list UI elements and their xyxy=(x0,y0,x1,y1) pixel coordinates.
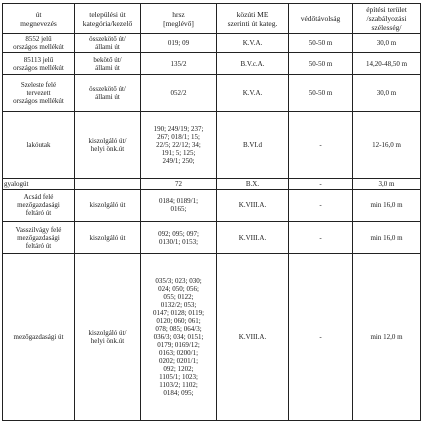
table-row xyxy=(3,222,421,254)
road-name: lakóutak xyxy=(3,111,75,178)
table-row xyxy=(3,178,421,189)
road-name: Vasszilvágy felé mezőgazdasági feltáró út xyxy=(3,222,75,254)
table-row xyxy=(3,53,421,75)
road-protection: - xyxy=(289,222,353,254)
road-me-category: K.V.A. xyxy=(217,34,289,53)
road-width: min 12,0 m xyxy=(353,254,421,421)
road-name: 8552 jelű országos mellékút xyxy=(3,34,75,53)
road-category: kiszolgáló út/ helyi önk.út xyxy=(75,111,141,178)
road-hrsz: 0184; 0189/1; 0165; xyxy=(141,189,217,221)
road-name: 85113 jelű országos mellékút xyxy=(3,53,75,75)
road-protection: - xyxy=(289,189,353,221)
road-category: bekötő út/ állami út xyxy=(75,53,141,75)
road-hrsz: 190; 249/19; 237; 267; 018/1; 15; 22/5; 22/12; 34; 191; 5; 125; 249/1; 250; xyxy=(141,111,217,178)
table-row xyxy=(3,34,421,53)
header-protection-distance: védőtávolság xyxy=(289,4,353,34)
road-name: Szeleste felé tervezett országos mellékút xyxy=(3,75,75,112)
header-road-name: út megnevezés xyxy=(3,4,75,34)
road-me-category: B.VI.d xyxy=(217,111,289,178)
road-hrsz: 035/3; 023; 030; 024; 050; 056; 055; 0122; 0132/2; 053; 0147; 0128; 0119; 0120; 060; 061; 078; 085; 064/3; 036/3; 034; 0151; 0179; 0169/12; 0163; 0200/1; 0202; 0201/1; 092; 1202; 1105/1; 1023; 1103/2; 1102; 0184; 095; xyxy=(141,254,217,421)
road-width: 14,20-48,50 m xyxy=(353,53,421,75)
header-category: települési út kategória/kezelő xyxy=(75,4,141,34)
road-hrsz: 135/2 xyxy=(141,53,217,75)
road-hrsz: 052/2 xyxy=(141,75,217,112)
road-protection: - xyxy=(289,254,353,421)
road-name: Acsád felé mezőgazdasági feltáró út xyxy=(3,189,75,221)
road-protection: 50-50 m xyxy=(289,34,353,53)
header-building-area: építési terület /szabályozási szélesség/ xyxy=(353,4,421,34)
road-me-category: K.VIII.A. xyxy=(217,189,289,221)
road-category xyxy=(75,178,141,189)
road-me-category: K.VIII.A. xyxy=(217,222,289,254)
road-protection: - xyxy=(289,111,353,178)
road-hrsz: 092; 095; 097; 0130/1; 0153; xyxy=(141,222,217,254)
table-row xyxy=(3,75,421,112)
road-width: min 16,0 m xyxy=(353,222,421,254)
road-width: 3,0 m xyxy=(353,178,421,189)
road-width: 30,0 m xyxy=(353,75,421,112)
table-row xyxy=(3,111,421,178)
road-name: gyalogút xyxy=(3,178,75,189)
road-width: 12-16,0 m xyxy=(353,111,421,178)
road-category: összekötő út/ állami út xyxy=(75,75,141,112)
header-row xyxy=(3,4,421,34)
road-category: kiszolgáló út xyxy=(75,222,141,254)
road-me-category: K.V.A. xyxy=(217,75,289,112)
road-name: mezőgazdasági út xyxy=(3,254,75,421)
road-width: min 16,0 m xyxy=(353,189,421,221)
road-hrsz: 019; 09 xyxy=(141,34,217,53)
road-protection: - xyxy=(289,178,353,189)
road-category: kiszolgáló út/ helyi önk.út xyxy=(75,254,141,421)
road-category: összekötő út/ állami út xyxy=(75,34,141,53)
road-me-category: B.V.c.A. xyxy=(217,53,289,75)
header-me-category: közúti ME szerinti út kateg. xyxy=(217,4,289,34)
road-me-category: B.X. xyxy=(217,178,289,189)
header-hrsz: hrsz [meglévő] xyxy=(141,4,217,34)
table-row xyxy=(3,189,421,221)
road-protection: 50-50 m xyxy=(289,53,353,75)
road-protection: 50-50 m xyxy=(289,75,353,112)
road-me-category: K.VIII.A. xyxy=(217,254,289,421)
road-category: kiszolgáló út xyxy=(75,189,141,221)
road-width: 30,0 m xyxy=(353,34,421,53)
road-table xyxy=(2,3,421,421)
road-hrsz: 72 xyxy=(141,178,217,189)
table-row xyxy=(3,254,421,421)
